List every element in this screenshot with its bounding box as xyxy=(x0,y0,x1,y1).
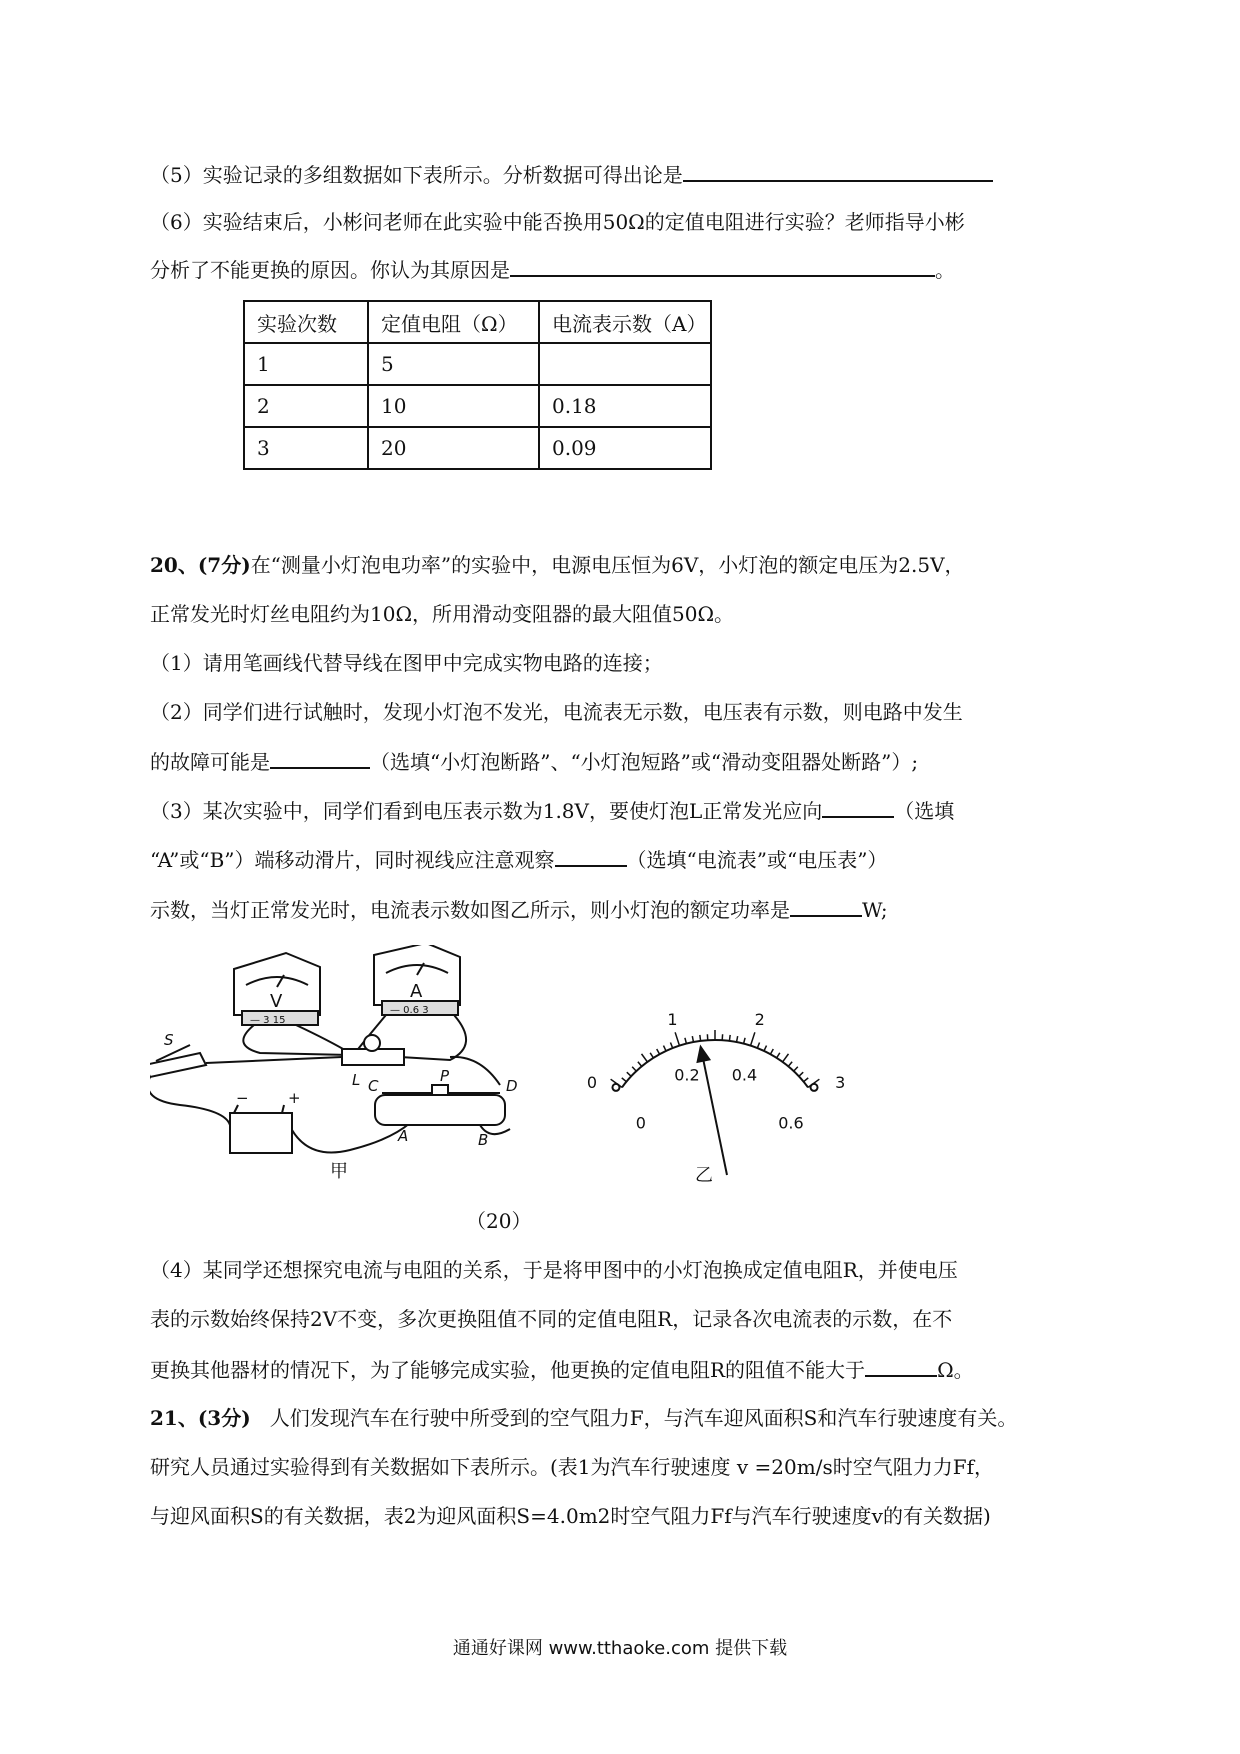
table-cell: 0.09 xyxy=(539,427,711,469)
q20-part4-unit: Ω。 xyxy=(937,1358,974,1382)
dial-tick xyxy=(799,1072,803,1076)
circuit-figure-jia xyxy=(150,945,540,1180)
q20-line2: 正常发光时灯丝电阻约为10Ω，所用滑动变阻器的最大阻值50Ω。 xyxy=(150,602,735,626)
dial-tick xyxy=(632,1067,636,1071)
dial-bottom-tick-label: 0 xyxy=(635,1113,646,1133)
table-cell: 1 xyxy=(244,343,368,385)
dial-top-tick-label: 1 xyxy=(667,1009,678,1029)
dial-tick xyxy=(757,1042,759,1048)
table-cell: 5 xyxy=(368,343,539,385)
dial-tick xyxy=(670,1042,672,1048)
q20-part3-hint: （选填 xyxy=(894,799,955,823)
q21-line1 xyxy=(150,1404,1017,1432)
label-a-terms: — 0.6 3 xyxy=(390,1005,429,1016)
q20-stem-1: 在“测量小灯泡电功率”的实验中，电源电压恒为6V，小灯泡的额定电压为2.5V， xyxy=(250,553,965,577)
q20-part2-line2 xyxy=(150,747,918,776)
dial-tick xyxy=(751,1032,755,1045)
dial-tick xyxy=(777,1053,780,1058)
table-cell: 2 xyxy=(244,385,368,427)
dial-top-tick-label: 3 xyxy=(835,1073,846,1093)
q20-part3-line2 xyxy=(150,845,887,874)
q21-stem-1: 人们发现汽车在行驶中所受到的空气阻力F，与汽车迎风面积S和汽车行驶速度有关。 xyxy=(269,1406,1018,1430)
ammeter-dial-figure-yi xyxy=(575,1005,855,1195)
dial-tick xyxy=(663,1046,666,1051)
dial-tick xyxy=(794,1067,798,1071)
dial-tick xyxy=(657,1049,660,1054)
label-minus: − xyxy=(236,1089,249,1107)
dial-tick xyxy=(804,1078,809,1082)
q19-part5 xyxy=(150,160,993,189)
dial-tick xyxy=(729,1035,730,1041)
q20-part3-line3 xyxy=(150,895,888,924)
q20-part3-blank-meter[interactable] xyxy=(555,845,627,867)
q20-part2-line1: （2）同学们进行试触时，发现小灯泡不发光，电流表无示数，电压表有示数，则电路中发生 xyxy=(150,700,963,724)
dial-tick xyxy=(622,1078,627,1082)
q20-part4-line3 xyxy=(150,1355,974,1384)
dial-tick xyxy=(788,1062,792,1067)
label-v-terms: — 3 15 xyxy=(250,1015,286,1026)
table-row xyxy=(244,427,711,469)
q20-part4-text: 更换其他器材的情况下，为了能够完成实验，他更换的定值电阻R的阻值不能大于 xyxy=(150,1358,866,1382)
dial-tick xyxy=(627,1072,631,1076)
dial-top-tick-label: 0 xyxy=(586,1073,598,1093)
table-cell: 3 xyxy=(244,427,368,469)
q20-part3-unit: W; xyxy=(862,898,888,922)
dial-arc xyxy=(622,1040,808,1087)
label-plus: + xyxy=(288,1089,301,1107)
q19-part6-line2 xyxy=(150,255,955,284)
q19-part6-blank[interactable] xyxy=(510,255,935,277)
q20-part4-blank[interactable] xyxy=(865,1355,937,1377)
battery-icon xyxy=(230,1113,292,1153)
q20-part3-text2: “A”或“B”）端移动滑片，同时视线应注意观察 xyxy=(150,848,555,872)
label-voltmeter: V xyxy=(270,991,283,1012)
dial-tick xyxy=(700,1035,701,1041)
table-header-row xyxy=(244,301,711,343)
dial-tick xyxy=(770,1049,773,1054)
table-row xyxy=(244,385,711,427)
label-jia: 甲 xyxy=(330,1161,348,1180)
dial-tick xyxy=(675,1032,679,1045)
q19-part6-line1: （6）实验结束后，小彬问老师在此实验中能否换用50Ω的定值电阻进行实验？老师指导小彬 xyxy=(150,210,965,234)
q19-part5-blank[interactable] xyxy=(683,160,993,182)
table-cell xyxy=(539,343,711,385)
dial-bottom-tick-label: 0.4 xyxy=(731,1065,758,1085)
q21-line3: 与迎风面积S的有关数据，表2为迎风面积S=4.0m2时空气阻力Ff与汽车行驶速度v的有关数据) xyxy=(150,1504,991,1528)
q20-part4-line2: 表的示数始终保持2V不变，多次更换阻值不同的定值电阻R，记录各次电流表的示数，在不 xyxy=(150,1307,953,1331)
dial-tick xyxy=(642,1054,648,1062)
q19-data-table xyxy=(243,300,712,470)
dial-tick xyxy=(764,1046,767,1051)
table-cell: 0.18 xyxy=(539,385,711,427)
q20-part3-line1 xyxy=(150,796,954,825)
q19-part5-text: （5）实验记录的多组数据如下表所示。分析数据可得出论是 xyxy=(150,163,683,187)
dial-top-tick-label: 2 xyxy=(754,1009,765,1029)
q21-line2: 研究人员通过实验得到有关数据如下表所示。(表1为汽车行驶速度 v =20m/s时空气阻力力Ff， xyxy=(150,1455,994,1479)
label-ammeter: A xyxy=(410,981,423,1002)
table-header-cell: 定值电阻（Ω） xyxy=(368,301,539,343)
q20-number: 20、(7分) xyxy=(150,553,251,577)
q20-part3-blank-power[interactable] xyxy=(790,895,862,917)
q20-part2-blank[interactable] xyxy=(270,747,370,769)
label-d: D xyxy=(506,1077,518,1095)
q19-part6-text: 分析了不能更换的原因。你认为其原因是 xyxy=(150,258,510,282)
rheostat-icon xyxy=(375,1095,505,1125)
dial-tick xyxy=(783,1054,789,1062)
q20-line1 xyxy=(150,551,965,579)
q20-part1: （1）请用笔画线代替导线在图甲中完成实物电路的连接； xyxy=(150,651,663,675)
table-header-cell: 电流表示数（A） xyxy=(539,301,711,343)
table-header-cell: 实验次数 xyxy=(244,301,368,343)
table-cell: 20 xyxy=(368,427,539,469)
table-row xyxy=(244,343,711,385)
label-a-terminal: A xyxy=(398,1127,409,1145)
q20-part3-text: （3）某次实验中，同学们看到电压表示数为1.8V，要使灯泡L正常发光应向 xyxy=(150,799,823,823)
dial-end-dot xyxy=(811,1084,818,1091)
figure-caption: （20） xyxy=(466,1209,532,1233)
dial-bottom-tick-label: 0.2 xyxy=(674,1065,700,1085)
q20-part4-line1: （4）某同学还想探究电流与电阻的关系，于是将甲图中的小灯泡换成定值电阻R，并使电压 xyxy=(150,1258,958,1282)
dial-tick xyxy=(638,1062,642,1067)
label-p: P xyxy=(440,1067,450,1085)
q20-part2-options: （选填“小灯泡断路”、“小灯泡短路”或“滑动变阻器处断路”）; xyxy=(370,750,919,774)
dial-pointer-head xyxy=(698,1047,710,1062)
switch-icon xyxy=(150,1053,206,1077)
q20-part2-text: 的故障可能是 xyxy=(150,750,270,774)
q20-part3-blank-direction[interactable] xyxy=(822,796,894,818)
dial-tick xyxy=(650,1053,653,1058)
q21-number: 21、(3分) xyxy=(150,1406,251,1430)
label-yi: 乙 xyxy=(695,1165,713,1186)
dial-pointer xyxy=(701,1047,727,1175)
table-cell: 10 xyxy=(368,385,539,427)
label-lamp: L xyxy=(352,1071,361,1089)
dial-end-dot xyxy=(612,1084,619,1091)
q20-part3-hint2: （选填“电流表”或“电压表”） xyxy=(626,848,888,872)
footer-source: 通通好课网 www.tthaoke.com 提供下载 xyxy=(452,1638,788,1659)
label-switch: S xyxy=(164,1031,174,1049)
dial-tick xyxy=(744,1038,745,1044)
label-b: B xyxy=(478,1131,489,1149)
q20-part3-text3: 示数，当灯正常发光时，电流表示数如图乙所示，则小灯泡的额定功率是 xyxy=(150,898,790,922)
dial-tick xyxy=(685,1038,686,1044)
dial-bottom-tick-label: 0.6 xyxy=(778,1113,804,1133)
label-c: C xyxy=(368,1077,379,1095)
q19-part6-end: 。 xyxy=(935,258,955,282)
